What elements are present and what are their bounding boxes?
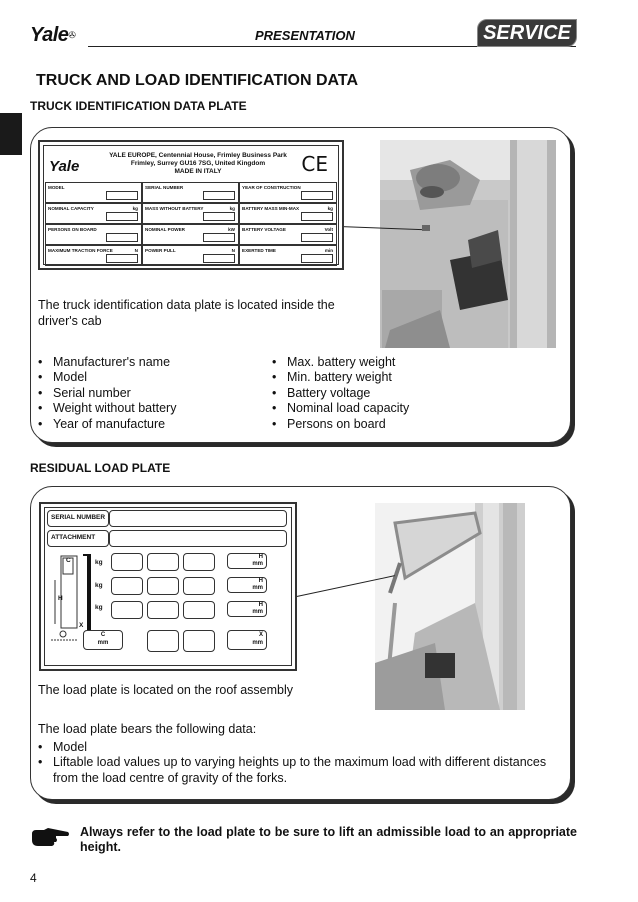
caption-line-2: driver's cab	[38, 314, 102, 328]
list-item: • Max. battery weight	[271, 355, 409, 370]
driver-cab-photo	[380, 140, 556, 348]
plate-field-time: EXERTED TIME min	[239, 245, 337, 266]
load-cell	[147, 577, 179, 595]
list-item: • Model	[37, 740, 562, 755]
address-line-2: Frimley, Surrey GU16 7SG, United Kingdom	[130, 160, 266, 167]
list-item: • Liftable load values up to varying heights up to the maximum load with different distances from the load centre of gravity of the forks.	[37, 755, 562, 786]
caption-line-1: The truck identification data plate is located inside the	[38, 298, 335, 312]
attachment-label-box: ATTACHMENT	[47, 530, 109, 547]
diagram-x-label: X	[79, 622, 84, 629]
row-unit-kg: kg	[95, 559, 103, 566]
identification-plate	[38, 140, 344, 270]
load-plate-intro: The load plate bears the following data:	[38, 722, 257, 736]
serial-value-box	[109, 510, 287, 527]
plate-field-traction: MAXIMUM TRACTION FORCE N	[45, 245, 142, 266]
list-item: • Nominal load capacity	[271, 401, 409, 416]
serial-label-box: SERIAL NUMBER	[47, 510, 109, 527]
list-item: • Serial number	[37, 386, 176, 401]
plate-brand-logo: Yale	[49, 158, 80, 175]
page-title: TRUCK AND LOAD IDENTIFICATION DATA	[36, 72, 359, 89]
load-cell	[111, 577, 143, 595]
list-item: • Battery voltage	[271, 386, 409, 401]
list-item: • Year of manufacture	[37, 417, 176, 432]
residual-load-plate	[39, 502, 297, 671]
service-badge: SERVICE	[477, 19, 577, 47]
chapter-tab	[0, 113, 22, 155]
plate-field-battery-mass: BATTERY MASS MIN-MAX kg	[239, 203, 337, 224]
truck-data-list-right	[271, 355, 409, 432]
page-number: 4	[30, 871, 37, 885]
ce-mark: CE	[301, 152, 328, 176]
pointing-hand-icon	[30, 826, 70, 848]
address-line-3: MADE IN ITALY	[174, 168, 222, 175]
load-cell	[111, 553, 143, 571]
residual-plate-heading: RESIDUAL LOAD PLATE	[30, 461, 171, 475]
address-line-1: YALE EUROPE, Centennial House, Frimley Business Park	[109, 152, 287, 159]
plate-field-year: YEAR OF CONSTRUCTION	[239, 182, 337, 203]
truck-plate-caption	[38, 297, 335, 329]
plate-field-power: NOMINAL POWER kW	[142, 224, 239, 245]
height-cell: H mm	[227, 601, 267, 617]
load-cell	[111, 601, 143, 619]
load-cell	[183, 630, 215, 652]
row-unit-kg: kg	[95, 582, 103, 589]
plate-field-model: MODEL	[45, 182, 142, 203]
load-cell	[183, 577, 215, 595]
row-unit-kg: kg	[95, 604, 103, 611]
plate-field-mass: MASS WITHOUT BATTERY kg	[142, 203, 239, 224]
truck-plate-heading: TRUCK IDENTIFICATION DATA PLATE	[30, 99, 247, 113]
safety-note: Always refer to the load plate to be sure to lift an admissible load to an appropriate height.	[80, 825, 577, 855]
diagram-c-label: C	[66, 557, 71, 564]
x-distance-cell: X mm	[227, 630, 267, 650]
truck-data-list-left	[37, 355, 176, 432]
diagram-h-label: H	[58, 595, 63, 602]
plate-field-persons: PERSONS ON BOARD	[45, 224, 142, 245]
load-cell	[183, 553, 215, 571]
load-plate-caption: The load plate is located on the roof assembly	[38, 683, 294, 697]
plate-field-serial: SERIAL NUMBER	[142, 182, 239, 203]
plate-field-voltage: BATTERY VOLTAGE Volt	[239, 224, 337, 245]
list-item: • Persons on board	[271, 417, 409, 432]
load-cell	[183, 601, 215, 619]
c-distance-cell: C mm	[83, 630, 123, 650]
load-cell	[147, 630, 179, 652]
plate-address	[98, 152, 298, 176]
list-item: • Min. battery weight	[271, 370, 409, 385]
forklift-icon: ✇	[68, 30, 76, 41]
list-item: • Model	[37, 370, 176, 385]
plate-field-pull: POWER PULL N	[142, 245, 239, 266]
list-item: • Manufacturer's name	[37, 355, 176, 370]
load-plate-data-list	[37, 740, 562, 786]
height-cell: H mm	[227, 553, 267, 569]
load-cell	[147, 601, 179, 619]
load-cell	[147, 553, 179, 571]
height-cell: H mm	[227, 577, 267, 593]
attachment-value-box	[109, 530, 287, 547]
list-item: • Weight without battery	[37, 401, 176, 416]
plate-field-capacity: NOMINAL CAPACITY kg	[45, 203, 142, 224]
yale-logo: Yale✇	[30, 24, 76, 46]
roof-assembly-photo	[375, 503, 525, 710]
section-title: PRESENTATION	[255, 28, 355, 43]
